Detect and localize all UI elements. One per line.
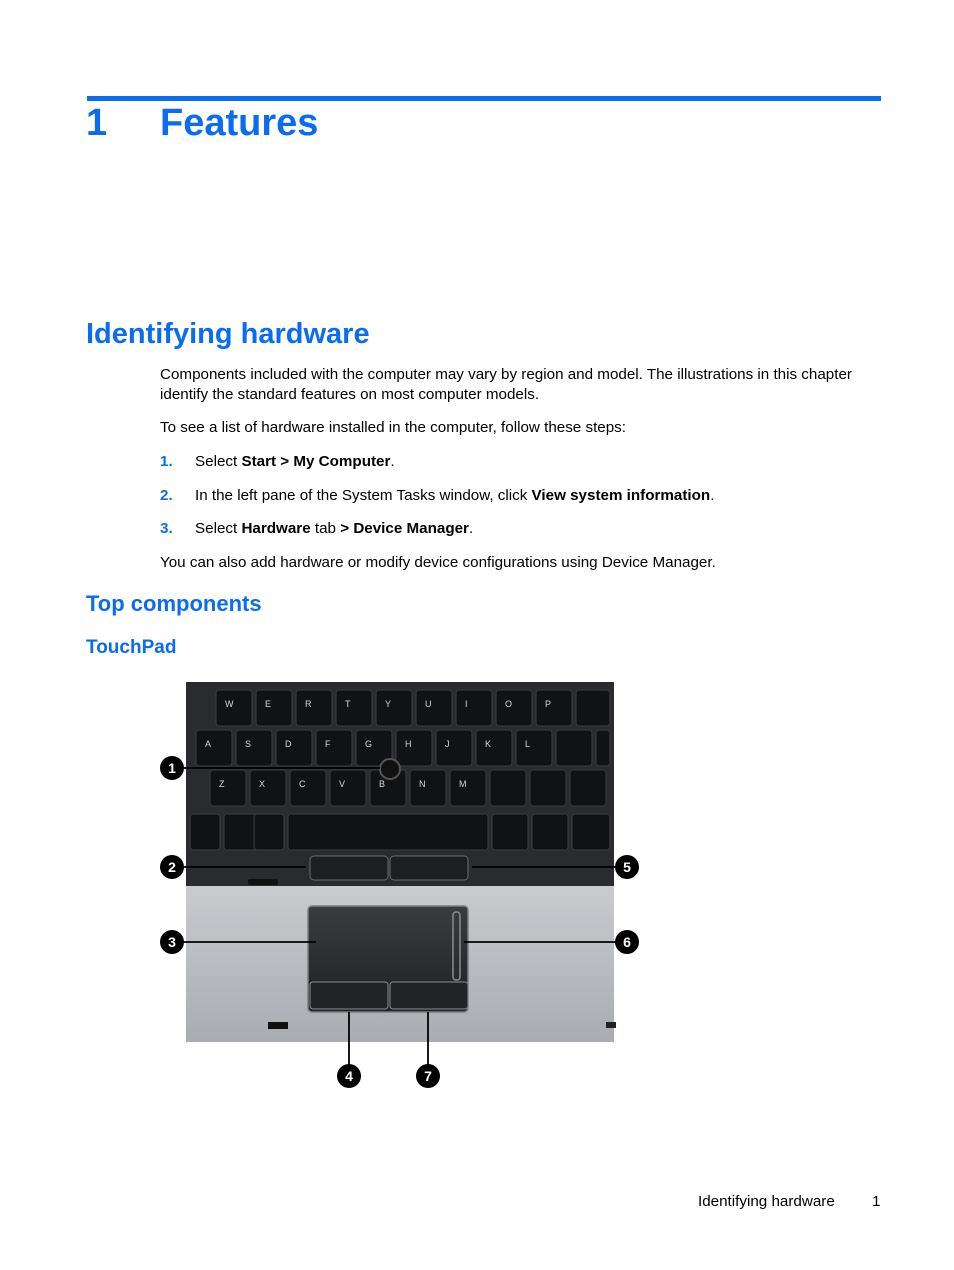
key-label: A [205,739,212,749]
modifier-key [190,814,220,850]
pointing-stick-left-button [310,856,388,880]
key-e [256,690,292,726]
key-label: G [365,739,373,749]
callout-1 [160,756,184,780]
subsubsection-title: TouchPad [86,637,177,658]
touchpad-illustration [158,676,642,1096]
touchpad-right-button [390,982,468,1009]
step-number: 3. [160,520,173,537]
key-k [476,730,512,766]
callout-4 [337,1064,361,1088]
key-blank [596,730,610,766]
key-label: I [465,699,468,709]
callout-3 [160,930,184,954]
palm-rest-marker [606,1022,616,1028]
chapter-rule [87,96,881,101]
key-j [436,730,472,766]
key-label: E [265,699,272,709]
key-label: J [445,739,450,749]
svg-text:4: 4 [345,1068,353,1084]
key-label: P [545,699,552,709]
pointing-stick [380,759,400,779]
key-f [316,730,352,766]
key-label: O [505,699,513,709]
callout-5 [615,855,639,879]
section-title: Identifying hardware [86,318,370,350]
key-label: U [425,699,432,709]
key-t [336,690,372,726]
key-blank [570,770,606,806]
palm-rest-slot [268,1022,288,1029]
key-o [496,690,532,726]
indicator-light [248,879,278,885]
key-h [396,730,432,766]
key-l [516,730,552,766]
footer-page-number: 1 [872,1193,881,1210]
key-d [276,730,312,766]
key-c [290,770,326,806]
key-label: K [485,739,492,749]
key-label: C [299,779,306,789]
key-x [250,770,286,806]
key-label: S [245,739,252,749]
step-number: 2. [160,487,173,504]
callout-2 [160,855,184,879]
key-label: D [285,739,292,749]
key-label: R [305,699,312,709]
svg-text:7: 7 [424,1068,432,1084]
key-r [296,690,332,726]
key-label: M [459,779,467,789]
step-number: 1. [160,453,173,470]
steps-intro-paragraph: To see a list of hardware installed in the computer, follow these steps: [160,419,626,436]
key-label: N [419,779,426,789]
key-blank [576,690,610,726]
intro-paragraph: Components included with the computer may vary by region and model. The illustrations in this chapter identify the standard features on most computer models. [160,366,852,403]
modifier-key [492,814,528,850]
key-label: Y [385,699,392,709]
key-i [456,690,492,726]
key-label: F [325,739,331,749]
svg-text:3: 3 [168,934,176,950]
key-v [330,770,366,806]
key-label: H [405,739,412,749]
callout-7 [416,1064,440,1088]
key-label: W [225,699,234,709]
chapter-number: 1 [86,102,108,144]
key-a [196,730,232,766]
svg-text:1: 1 [168,760,176,776]
key-label: T [345,699,351,709]
svg-text:2: 2 [168,859,176,875]
key-label: V [339,779,346,789]
key-u [416,690,452,726]
modifier-key [572,814,610,850]
svg-text:5: 5 [623,859,631,875]
key-label: Z [219,779,225,789]
key-s [236,730,272,766]
key-blank [530,770,566,806]
svg-text:6: 6 [623,934,631,950]
spacebar-key [288,814,488,850]
modifier-key [254,814,284,850]
key-z [210,770,246,806]
key-label: B [379,779,386,789]
step-text: Select Start > My Computer. [195,453,395,470]
pointing-stick-right-button [390,856,468,880]
key-n [410,770,446,806]
key-w [216,690,252,726]
step-text: In the left pane of the System Tasks window, click View system information. [195,487,715,504]
outro-paragraph: You can also add hardware or modify device configurations using Device Manager. [160,554,716,571]
key-y [376,690,412,726]
step-text: Select Hardware tab > Device Manager. [195,520,474,537]
key-m [450,770,486,806]
footer-section-title: Identifying hardware [698,1193,835,1210]
key-p [536,690,572,726]
key-blank [490,770,526,806]
modifier-key [532,814,568,850]
key-label: X [259,779,266,789]
key-label: L [525,739,531,749]
subsection-title: Top components [86,591,262,616]
chapter-title: Features [160,102,319,144]
callout-6 [615,930,639,954]
key-blank [556,730,592,766]
touchpad-left-button [310,982,388,1009]
